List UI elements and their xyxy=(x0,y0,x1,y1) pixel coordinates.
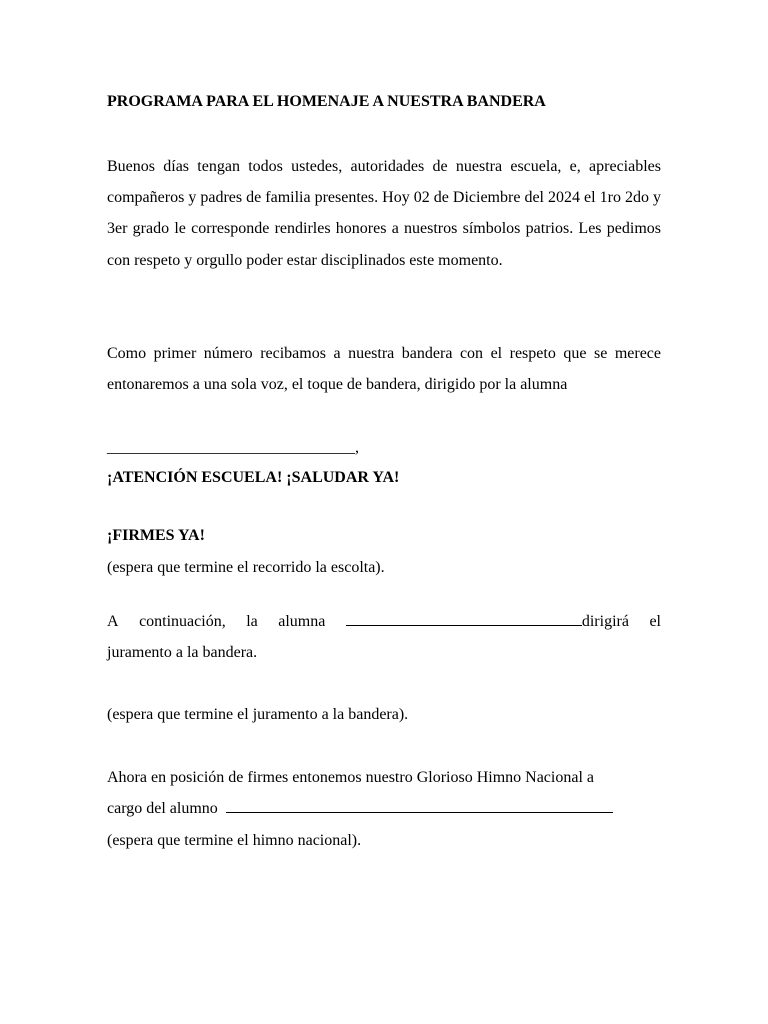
command-firmes: ¡FIRMES YA! xyxy=(107,527,205,544)
first-number-paragraph: Como primer número recibamos a nuestra bandera con el respeto que se merece entonaremos a una sola voz, el toque de bandera, dirigido por la alumna xyxy=(107,345,661,394)
note-juramento: (espera que termine el juramento a la bandera). xyxy=(107,706,409,723)
anthem-line-2-row xyxy=(107,793,661,824)
oath-word-3: la xyxy=(246,613,258,630)
oath-blank-line xyxy=(346,609,582,626)
oath-last-word: el xyxy=(649,613,661,630)
note-himno: (espera que termine el himno nacional). xyxy=(107,832,362,849)
anthem-paragraph xyxy=(107,762,661,824)
oath-word-1: A xyxy=(107,613,119,630)
oath-blank-group xyxy=(346,606,629,637)
oath-word-2: continuación, xyxy=(139,613,226,630)
oath-paragraph xyxy=(107,606,661,668)
intro-paragraph: Buenos días tengan todos ustedes, autoridades de nuestra escuela, e, apreciables compañeros y padres de familia presentes. Hoy 02 de Diciembre del 2024 el 1ro 2do y 3er grado le corresponde rendirles honores a nuestros símbolos patrios. Les pedimos con respeto y orgullo poder estar disciplinados este momento. xyxy=(107,158,661,269)
blank-line-signature: _______________________________, xyxy=(107,439,359,456)
anthem-line-1: Ahora en posición de firmes entonemos nuestro Glorioso Himno Nacional a xyxy=(107,769,594,786)
document-title: PROGRAMA PARA EL HOMENAJE A NUESTRA BANDERA xyxy=(107,93,546,110)
oath-after-blank: dirigirá xyxy=(581,613,629,630)
oath-word-4: alumna xyxy=(278,613,326,630)
oath-line-2: juramento a la bandera. xyxy=(107,644,258,662)
note-escolta: (espera que termine el recorrido la escolta). xyxy=(107,559,385,576)
anthem-blank-line xyxy=(226,796,613,813)
anthem-line-2: cargo del alumno xyxy=(107,800,218,818)
command-attention: ¡ATENCIÓN ESCUELA! ¡SALUDAR YA! xyxy=(107,469,400,486)
